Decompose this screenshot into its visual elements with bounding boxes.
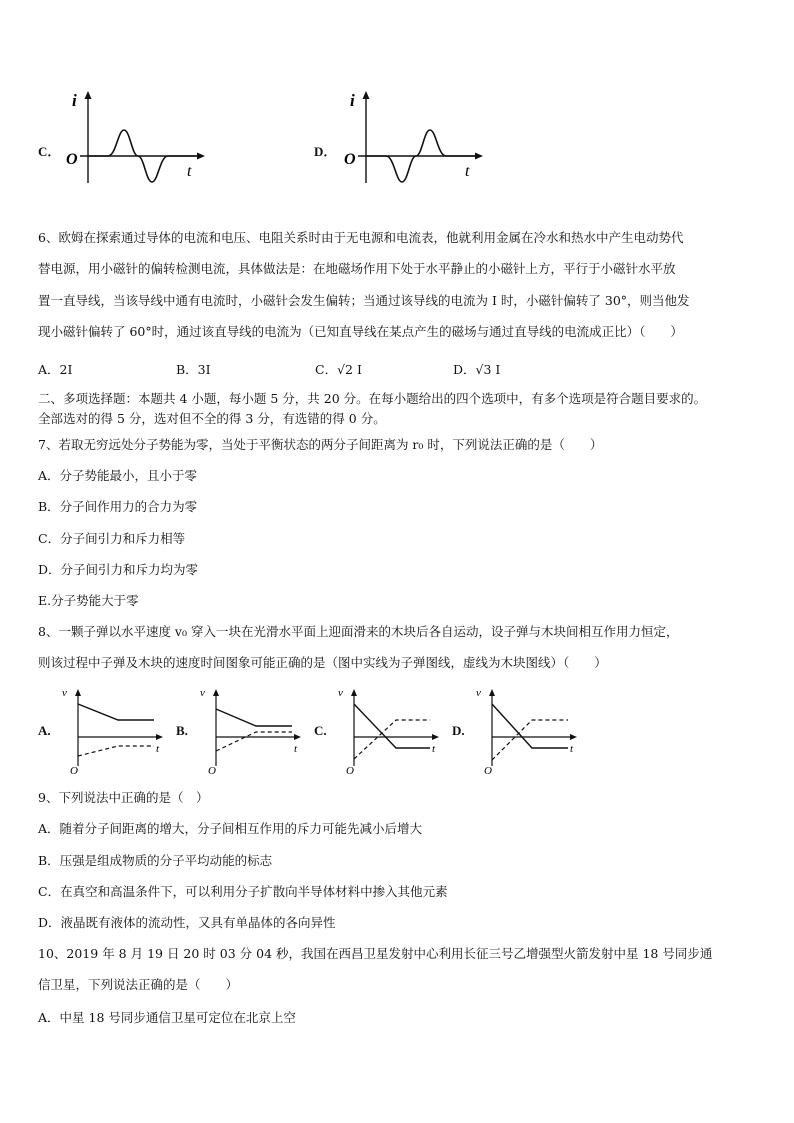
q6-line-2: 替电源，用小磁针的偏转检测电流，具体做法是：在地磁场作用下处于水平静止的小磁针上方，平行于小磁针水平放 xyxy=(38,261,676,276)
q8-option-d-label: D. xyxy=(452,723,465,738)
q5d-axis-y: i xyxy=(350,91,355,110)
q8-line-2: 则该过程中子弹及木块的速度时间图象可能正确的是（图中实线为子弹图线，虚线为木块图线）（ ） xyxy=(38,655,607,670)
section2-line-2: 全部选对的得 5 分，选对但不全的得 3 分，有选错的得 0 分。 xyxy=(38,411,386,426)
q8c-origin: O xyxy=(346,765,354,776)
q9-stem: 9、下列说法中正确的是（ ） xyxy=(38,790,209,805)
q5-graph-c xyxy=(60,88,210,188)
q10-line-2: 信卫星，下列说法正确的是（ ） xyxy=(38,977,239,992)
q8-line-1: 8、一颗子弹以水平速度 v₀ 穿入一块在光滑水平面上迎面滑来的木块后各自运动，设子弹与木块间相互作用力恒定， xyxy=(38,624,679,639)
q7-option-c: C．分子间引力和斥力相等 xyxy=(38,531,186,546)
q8c-axis-x: t xyxy=(432,743,436,755)
q6-line-3: 置一直导线，当该导线中通有电流时，小磁针会发生偏转；当通过该导线的电流为 I 时，小磁针偏转了 30°，则当他发 xyxy=(38,293,690,308)
q5-graph-d xyxy=(338,88,488,188)
q5-option-d-label: D． xyxy=(314,144,337,159)
q8-option-a-label: A. xyxy=(38,723,51,738)
q8c-axis-y: v xyxy=(338,687,343,699)
q7-option-d: D．分子间引力和斥力均为零 xyxy=(38,562,199,577)
q6-line-4: 现小磁针偏转了 60°时，通过该直导线的电流为（已知直导线在某点产生的磁场与通过直导线的电流成正比）（ ） xyxy=(38,324,683,339)
q6-line-1: 6、欧姆在探索通过导体的电流和电压、电阻关系时由于无电源和电流表，他就利用金属在冷水和热水中产生电动势代 xyxy=(38,230,684,245)
q5c-axis-y: i xyxy=(72,91,77,110)
q8-graph-a xyxy=(58,684,168,776)
q6-option-c: C．√2 I xyxy=(315,362,362,377)
q8-graph-c xyxy=(334,684,444,776)
q9-option-d: D．液晶既有液体的流动性，又具有单晶体的各向异性 xyxy=(38,915,336,930)
q8-option-c-label: C. xyxy=(314,723,327,738)
q8b-axis-y: v xyxy=(200,687,205,699)
q5d-axis-x: t xyxy=(465,163,470,180)
q5-option-c-label: C． xyxy=(38,144,61,159)
q9-option-c: C．在真空和高温条件下，可以利用分子扩散向半导体材料中掺入其他元素 xyxy=(38,884,448,899)
q7-option-a: A．分子势能最小，且小于零 xyxy=(38,468,198,483)
q9-option-b: B．压强是组成物质的分子平均动能的标志 xyxy=(38,853,273,868)
section2-line-1: 二、多项选择题：本题共 4 小题，每小题 5 分，共 20 分。在每小题给出的四个选项中，有多个选项是符合题目要求的。 xyxy=(38,391,707,406)
q10-option-a: A．中星 18 号同步通信卫星可定位在北京上空 xyxy=(38,1010,296,1025)
q6-option-b: B．3I xyxy=(176,362,211,377)
q8d-axis-x: t xyxy=(570,743,574,755)
q9-option-a: A．随着分子间距离的增大，分子间相互作用的斥力可能先减小后增大 xyxy=(38,821,423,836)
q8d-axis-y: v xyxy=(476,687,481,699)
q6-option-d: D．√3 I xyxy=(453,362,501,377)
q8d-origin: O xyxy=(484,765,492,776)
q8b-origin: O xyxy=(208,765,216,776)
q8a-axis-x: t xyxy=(156,743,160,755)
q7-stem: 7、若取无穷远处分子势能为零，当处于平衡状态的两分子间距离为 r₀ 时，下列说法正确的是（ ） xyxy=(38,437,603,452)
q5c-axis-x: t xyxy=(187,163,192,180)
q8-graph-b xyxy=(196,684,306,776)
q6-option-a: A．2I xyxy=(38,362,73,377)
q8-option-b-label: B. xyxy=(176,723,188,738)
q8a-origin: O xyxy=(70,765,78,776)
q5d-origin: O xyxy=(344,151,356,168)
q8a-axis-y: v xyxy=(62,687,67,699)
q7-option-b: B．分子间作用力的合力为零 xyxy=(38,499,198,514)
q8b-axis-x: t xyxy=(294,743,298,755)
q5c-origin: O xyxy=(66,151,78,168)
q8-graph-d xyxy=(472,684,582,776)
q10-line-1: 10、2019 年 8 月 19 日 20 时 03 分 04 秒，我国在西昌卫星发射中心利用长征三号乙增强型火箭发射中星 18 号同步通 xyxy=(38,946,713,961)
q7-option-e: E.分子势能大于零 xyxy=(38,593,139,608)
